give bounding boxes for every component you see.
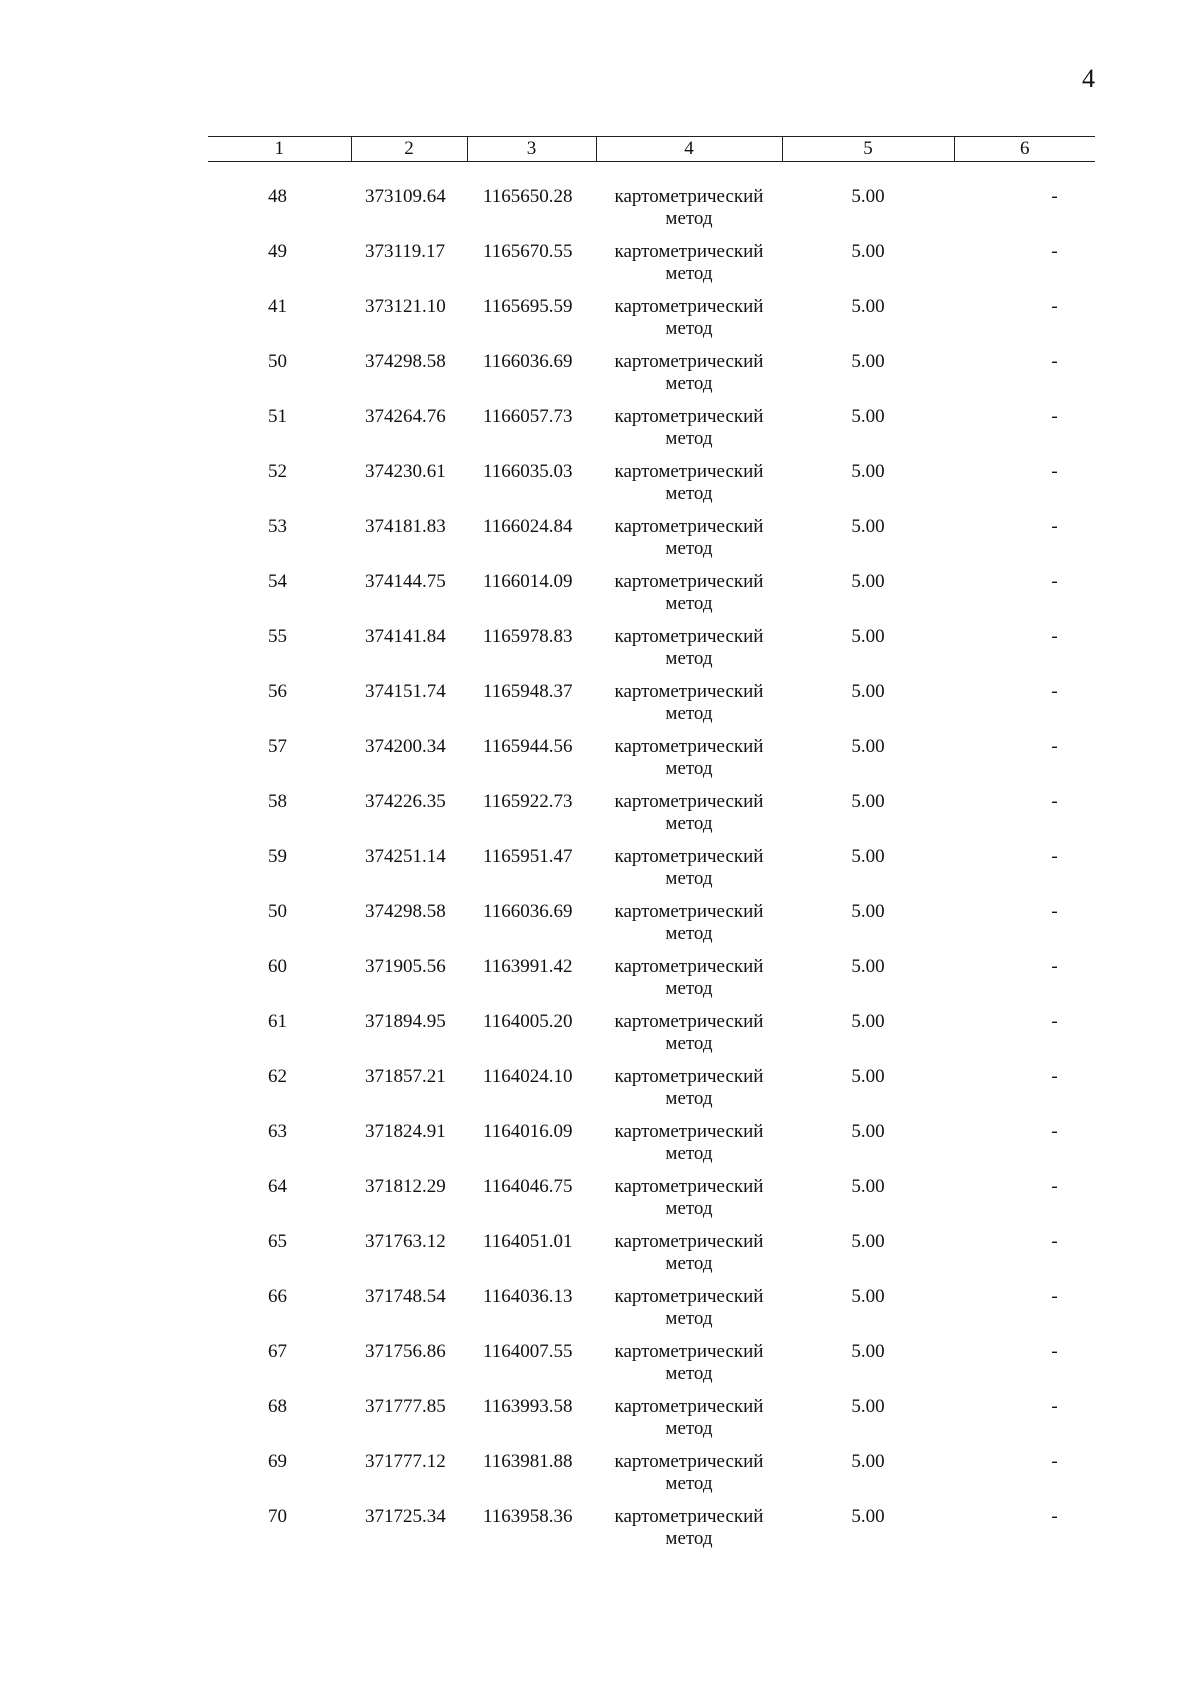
accuracy-cell: 5.00 — [851, 1286, 885, 1307]
table-row — [208, 1286, 1095, 1341]
note-cell: - — [1051, 406, 1058, 427]
note-cell: - — [1051, 516, 1058, 537]
method-line-2: метод — [665, 373, 713, 394]
coordinate-x-cell: 374264.76 — [365, 406, 446, 427]
method-cell — [596, 901, 782, 956]
coordinate-x-cell: 374230.61 — [365, 461, 446, 482]
method-line-1: картометрический — [614, 1451, 764, 1472]
accuracy-cell: 5.00 — [851, 1341, 885, 1362]
point-number-cell: 63 — [268, 1121, 287, 1142]
point-number-cell: 55 — [268, 626, 287, 647]
coordinate-y-cell: 1165695.59 — [483, 296, 573, 317]
accuracy-cell: 5.00 — [851, 296, 885, 317]
table-row — [208, 901, 1095, 956]
method-cell — [596, 846, 782, 901]
note-cell: - — [1051, 571, 1058, 592]
coordinate-y-cell: 1164005.20 — [483, 1011, 573, 1032]
column-header-3: 3 — [467, 137, 596, 162]
note-cell: - — [1051, 901, 1058, 922]
note-cell: - — [1051, 1451, 1058, 1472]
note-cell: - — [1051, 1231, 1058, 1252]
point-number-cell: 70 — [268, 1506, 287, 1527]
accuracy-cell: 5.00 — [851, 626, 885, 647]
coordinate-y-cell: 1166057.73 — [483, 406, 573, 427]
method-line-1: картометрический — [614, 901, 764, 922]
coordinates-table-wrapper — [208, 136, 1095, 1561]
method-line-2: метод — [665, 263, 713, 284]
method-line-2: метод — [665, 1528, 713, 1549]
method-line-2: метод — [665, 648, 713, 669]
method-line-1: картометрический — [614, 1341, 764, 1362]
point-number-cell: 58 — [268, 791, 287, 812]
method-cell — [596, 1176, 782, 1231]
table-row — [208, 1231, 1095, 1286]
coordinate-y-cell: 1163981.88 — [483, 1451, 573, 1472]
method-line-2: метод — [665, 1473, 713, 1494]
table-row — [208, 736, 1095, 791]
method-line-1: картометрический — [614, 571, 764, 592]
coordinate-y-cell: 1165922.73 — [483, 791, 573, 812]
point-number-cell: 60 — [268, 956, 287, 977]
coordinate-x-cell: 371857.21 — [365, 1066, 446, 1087]
point-number-cell: 49 — [268, 241, 287, 262]
method-line-2: метод — [665, 1363, 713, 1384]
table-row — [208, 1121, 1095, 1176]
point-number-cell: 68 — [268, 1396, 287, 1417]
method-cell — [596, 296, 782, 351]
column-header-6: 6 — [954, 137, 1095, 162]
point-number-cell: 62 — [268, 1066, 287, 1087]
coordinate-x-cell: 373109.64 — [365, 186, 446, 207]
method-cell — [596, 681, 782, 736]
accuracy-cell: 5.00 — [851, 791, 885, 812]
method-line-1: картометрический — [614, 1231, 764, 1252]
point-number-cell: 50 — [268, 901, 287, 922]
method-cell — [596, 351, 782, 406]
method-line-2: метод — [665, 1308, 713, 1329]
note-cell: - — [1051, 186, 1058, 207]
coordinate-x-cell: 374141.84 — [365, 626, 446, 647]
accuracy-cell: 5.00 — [851, 681, 885, 702]
method-line-1: картометрический — [614, 1176, 764, 1197]
table-row — [208, 681, 1095, 736]
note-cell: - — [1051, 1011, 1058, 1032]
page-number: 4 — [1082, 64, 1095, 93]
accuracy-cell: 5.00 — [851, 1066, 885, 1087]
column-header-2: 2 — [351, 137, 467, 162]
column-header-1: 1 — [208, 137, 351, 162]
method-line-2: метод — [665, 538, 713, 559]
coordinates-table — [208, 136, 1095, 1561]
coordinate-x-cell: 371756.86 — [365, 1341, 446, 1362]
header-row — [208, 137, 1095, 162]
column-header-5: 5 — [782, 137, 954, 162]
point-number-cell: 41 — [268, 296, 287, 317]
table-row — [208, 1396, 1095, 1451]
coordinate-y-cell: 1163991.42 — [483, 956, 573, 977]
coordinate-x-cell: 373121.10 — [365, 296, 446, 317]
method-line-2: метод — [665, 813, 713, 834]
method-line-1: картометрический — [614, 1066, 764, 1087]
method-line-1: картометрический — [614, 736, 764, 757]
coordinate-x-cell: 374298.58 — [365, 901, 446, 922]
accuracy-cell: 5.00 — [851, 1451, 885, 1472]
point-number-cell: 67 — [268, 1341, 287, 1362]
point-number-cell: 65 — [268, 1231, 287, 1252]
note-cell: - — [1051, 1121, 1058, 1142]
method-line-2: метод — [665, 978, 713, 999]
accuracy-cell: 5.00 — [851, 1506, 885, 1527]
method-cell — [596, 186, 782, 241]
column-header-4: 4 — [596, 137, 782, 162]
method-line-1: картометрический — [614, 956, 764, 977]
point-number-cell: 61 — [268, 1011, 287, 1032]
table-row — [208, 406, 1095, 461]
method-line-1: картометрический — [614, 681, 764, 702]
point-number-cell: 64 — [268, 1176, 287, 1197]
point-number-cell: 57 — [268, 736, 287, 757]
table-row — [208, 296, 1095, 351]
method-line-1: картометрический — [614, 241, 764, 262]
table-row — [208, 571, 1095, 626]
method-cell — [596, 1231, 782, 1286]
method-line-2: метод — [665, 208, 713, 229]
method-cell — [596, 791, 782, 846]
point-number-cell: 53 — [268, 516, 287, 537]
coordinate-x-cell: 374144.75 — [365, 571, 446, 592]
method-cell — [596, 1011, 782, 1066]
coordinate-x-cell: 371905.56 — [365, 956, 446, 977]
accuracy-cell: 5.00 — [851, 736, 885, 757]
coordinate-x-cell: 371777.85 — [365, 1396, 446, 1417]
coordinate-x-cell: 371812.29 — [365, 1176, 446, 1197]
method-line-1: картометрический — [614, 1286, 764, 1307]
note-cell: - — [1051, 626, 1058, 647]
point-number-cell: 56 — [268, 681, 287, 702]
table-row — [208, 1506, 1095, 1561]
method-line-2: метод — [665, 703, 713, 724]
coordinate-y-cell: 1165944.56 — [483, 736, 573, 757]
table-row — [208, 1176, 1095, 1231]
coordinate-y-cell: 1164024.10 — [483, 1066, 573, 1087]
method-line-1: картометрический — [614, 1121, 764, 1142]
table-row — [208, 351, 1095, 406]
point-number-cell: 52 — [268, 461, 287, 482]
accuracy-cell: 5.00 — [851, 1011, 885, 1032]
table-row — [208, 461, 1095, 516]
table-body — [208, 162, 1095, 1562]
coordinate-y-cell: 1165948.37 — [483, 681, 573, 702]
method-cell — [596, 1121, 782, 1176]
coordinate-x-cell: 374181.83 — [365, 516, 446, 537]
coordinate-y-cell: 1166014.09 — [483, 571, 573, 592]
coordinate-y-cell: 1164016.09 — [483, 1121, 573, 1142]
method-cell — [596, 461, 782, 516]
accuracy-cell: 5.00 — [851, 1176, 885, 1197]
point-number-cell: 66 — [268, 1286, 287, 1307]
method-line-1: картометрический — [614, 186, 764, 207]
note-cell: - — [1051, 296, 1058, 317]
method-line-1: картометрический — [614, 351, 764, 372]
method-line-1: картометрический — [614, 516, 764, 537]
method-line-2: метод — [665, 923, 713, 944]
table-header — [208, 137, 1095, 162]
coordinate-y-cell: 1164036.13 — [483, 1286, 573, 1307]
coordinate-y-cell: 1164051.01 — [483, 1231, 573, 1252]
note-cell: - — [1051, 461, 1058, 482]
coordinate-y-cell: 1166035.03 — [483, 461, 573, 482]
point-number-cell: 50 — [268, 351, 287, 372]
table-row — [208, 1066, 1095, 1121]
table-row — [208, 956, 1095, 1011]
accuracy-cell: 5.00 — [851, 186, 885, 207]
method-line-1: картометрический — [614, 296, 764, 317]
method-line-2: метод — [665, 1253, 713, 1274]
coordinate-y-cell: 1166036.69 — [483, 901, 573, 922]
method-cell — [596, 1396, 782, 1451]
accuracy-cell: 5.00 — [851, 1121, 885, 1142]
coordinate-x-cell: 371824.91 — [365, 1121, 446, 1142]
coordinate-x-cell: 373119.17 — [365, 241, 446, 262]
method-cell — [596, 736, 782, 791]
coordinate-y-cell: 1163993.58 — [483, 1396, 573, 1417]
point-number-cell: 59 — [268, 846, 287, 867]
method-line-2: метод — [665, 318, 713, 339]
coordinate-x-cell: 371894.95 — [365, 1011, 446, 1032]
method-line-1: картометрический — [614, 626, 764, 647]
method-line-1: картометрический — [614, 1396, 764, 1417]
note-cell: - — [1051, 1066, 1058, 1087]
coordinate-x-cell: 374200.34 — [365, 736, 446, 757]
method-line-2: метод — [665, 1088, 713, 1109]
method-line-2: метод — [665, 1198, 713, 1219]
method-line-1: картометрический — [614, 846, 764, 867]
method-cell — [596, 571, 782, 626]
note-cell: - — [1051, 681, 1058, 702]
note-cell: - — [1051, 846, 1058, 867]
accuracy-cell: 5.00 — [851, 516, 885, 537]
method-cell — [596, 1066, 782, 1121]
accuracy-cell: 5.00 — [851, 571, 885, 592]
method-line-2: метод — [665, 428, 713, 449]
accuracy-cell: 5.00 — [851, 956, 885, 977]
method-cell — [596, 1451, 782, 1506]
coordinate-y-cell: 1165670.55 — [483, 241, 573, 262]
table-row — [208, 241, 1095, 296]
table-row — [208, 1451, 1095, 1506]
coordinate-x-cell: 371777.12 — [365, 1451, 446, 1472]
method-cell — [596, 1341, 782, 1396]
accuracy-cell: 5.00 — [851, 846, 885, 867]
method-cell — [596, 1506, 782, 1561]
point-number-cell: 51 — [268, 406, 287, 427]
coordinate-x-cell: 374151.74 — [365, 681, 446, 702]
method-line-2: метод — [665, 1033, 713, 1054]
method-line-2: метод — [665, 593, 713, 614]
accuracy-cell: 5.00 — [851, 1231, 885, 1252]
accuracy-cell: 5.00 — [851, 1396, 885, 1417]
table-row — [208, 1341, 1095, 1396]
method-line-2: метод — [665, 483, 713, 504]
method-cell — [596, 626, 782, 681]
note-cell: - — [1051, 1341, 1058, 1362]
coordinate-y-cell: 1164046.75 — [483, 1176, 573, 1197]
coordinate-x-cell: 371725.34 — [365, 1506, 446, 1527]
note-cell: - — [1051, 1396, 1058, 1417]
coordinate-y-cell: 1165650.28 — [483, 186, 573, 207]
point-number-cell: 48 — [268, 186, 287, 207]
note-cell: - — [1051, 736, 1058, 757]
method-line-1: картометрический — [614, 406, 764, 427]
method-line-1: картометрический — [614, 791, 764, 812]
point-number-cell: 54 — [268, 571, 287, 592]
coordinate-x-cell: 371748.54 — [365, 1286, 446, 1307]
accuracy-cell: 5.00 — [851, 406, 885, 427]
method-cell — [596, 241, 782, 296]
method-cell — [596, 406, 782, 461]
method-line-1: картометрический — [614, 461, 764, 482]
table-row — [208, 186, 1095, 241]
table-row — [208, 516, 1095, 571]
coordinate-y-cell: 1166036.69 — [483, 351, 573, 372]
table-row — [208, 626, 1095, 681]
method-line-2: метод — [665, 868, 713, 889]
table-row — [208, 791, 1095, 846]
note-cell: - — [1051, 956, 1058, 977]
accuracy-cell: 5.00 — [851, 351, 885, 372]
method-line-2: метод — [665, 1143, 713, 1164]
method-cell — [596, 516, 782, 571]
coordinate-x-cell: 374298.58 — [365, 351, 446, 372]
coordinate-x-cell: 371763.12 — [365, 1231, 446, 1252]
method-cell — [596, 1286, 782, 1341]
note-cell: - — [1051, 1176, 1058, 1197]
accuracy-cell: 5.00 — [851, 241, 885, 262]
note-cell: - — [1051, 791, 1058, 812]
coordinate-y-cell: 1163958.36 — [483, 1506, 573, 1527]
coordinate-y-cell: 1165951.47 — [483, 846, 573, 867]
spacer-row — [208, 162, 1095, 187]
coordinate-y-cell: 1164007.55 — [483, 1341, 573, 1362]
method-line-2: метод — [665, 758, 713, 779]
note-cell: - — [1051, 241, 1058, 262]
method-line-1: картометрический — [614, 1506, 764, 1527]
point-number-cell: 69 — [268, 1451, 287, 1472]
accuracy-cell: 5.00 — [851, 901, 885, 922]
coordinate-y-cell: 1165978.83 — [483, 626, 573, 647]
table-row — [208, 846, 1095, 901]
method-cell — [596, 956, 782, 1011]
coordinate-x-cell: 374251.14 — [365, 846, 446, 867]
note-cell: - — [1051, 351, 1058, 372]
coordinate-y-cell: 1166024.84 — [483, 516, 573, 537]
table-row — [208, 1011, 1095, 1066]
note-cell: - — [1051, 1506, 1058, 1527]
coordinate-x-cell: 374226.35 — [365, 791, 446, 812]
method-line-1: картометрический — [614, 1011, 764, 1032]
accuracy-cell: 5.00 — [851, 461, 885, 482]
note-cell: - — [1051, 1286, 1058, 1307]
method-line-2: метод — [665, 1418, 713, 1439]
